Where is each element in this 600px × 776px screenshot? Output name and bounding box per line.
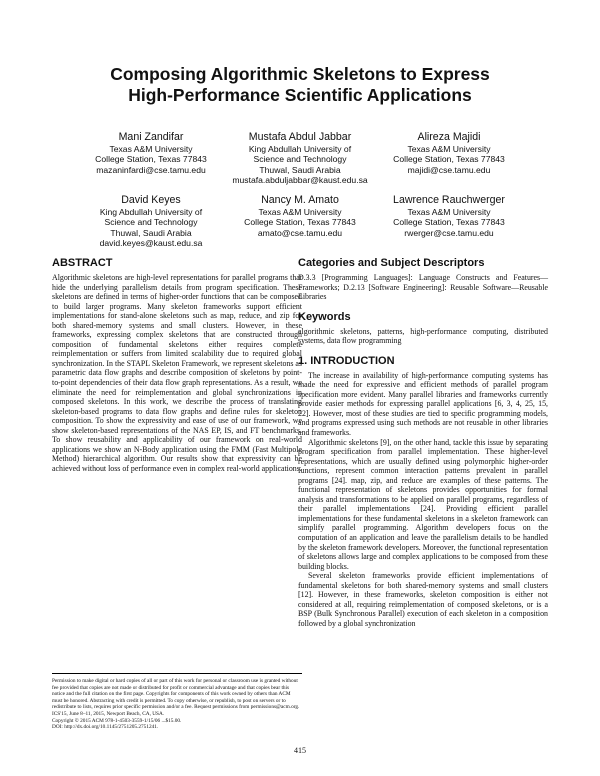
title-line-1: Composing Algorithmic Skeletons to Express bbox=[110, 64, 490, 84]
copyright-notice bbox=[52, 673, 302, 731]
abstract-body bbox=[52, 273, 302, 473]
author-name: David Keyes bbox=[121, 194, 181, 206]
doi-link[interactable]: DOI: http://dx.doi.org/10.1145/2751205.2751241. bbox=[52, 724, 159, 731]
author-block bbox=[369, 131, 529, 175]
author-email: amato@cse.tamu.edu bbox=[257, 227, 343, 238]
author-block bbox=[71, 194, 231, 249]
author-email: david.keyes@kaust.edu.sa bbox=[99, 238, 203, 249]
author-name: Mani Zandifar bbox=[118, 131, 184, 143]
author-affiliation: Texas A&M University bbox=[407, 207, 491, 217]
title-line-2: High-Performance Scientific Applications bbox=[128, 85, 472, 105]
abstract-text: Algorithmic skeletons are high-level representations for parallel programs that hide the underlying parallelism details from program specification. These skeletons are defined in terms of higher-order functions that can be composed to build larger programs. Many skeleton frameworks support efficient implementations for stand-alone skeletons such as map, reduce, and zip for both shared-memory systems and small clusters. However, in these frameworks, expressing complex skeletons that are constructed through composition of fundamental skeletons either requires complete reimplementation or suffers from limited scalability due to required global synchronization. In the STAPL Skeleton Framework, we represent skeletons as parametric data flow graphs and describe composition of skeletons by point-to-point dependencies of their data flow graph representations. As a result, we eliminate the need for reimplementation and global synchronizations in composed skeletons. In this work, we describe the process of translating skeleton-based programs to data flow graphs and define rules for skeleton composition. To show the expressivity and ease of use of our framework, we show skeleton-based representations of the NAS EP, IS, and FT benchmarks. To show reusability and applicability of our framework on real-world applications we show an N-Body application using the FMM (Fast Multipole Method) hierarchical algorithm. Our results show that expressivity can be achieved without loss of performance even in complex real-world applications. bbox=[52, 273, 302, 473]
intro-paragraph: The increase in availability of high-performance computing systems has made the need for expressive and efficient methods of parallel program specification more evident. Many parallel libraries and frameworks currently provide easier methods for expressing parallel applications [6, 3, 4, 25, 15, 22]. However, most of these studies are tied to specific programming models, and programs expressed using such methods are not reusable in other libraries and frameworks. bbox=[298, 370, 548, 438]
left-column bbox=[52, 257, 302, 473]
author-email: mustafa.abduljabbar@kaust.edu.sa bbox=[232, 175, 368, 186]
author-affiliation: College Station, Texas 77843 bbox=[95, 154, 207, 165]
right-column bbox=[298, 257, 548, 629]
introduction-body bbox=[298, 371, 548, 629]
author-email: rwerger@cse.tamu.edu bbox=[404, 227, 494, 238]
keywords-text: algorithmic skeletons, patterns, high-performance computing, distributed systems, data flow programming bbox=[298, 326, 548, 346]
categories-heading: Categories and Subject Descriptors bbox=[298, 257, 485, 269]
author-block bbox=[369, 194, 529, 238]
author-block bbox=[220, 131, 380, 186]
author-name: Alireza Majidi bbox=[417, 131, 481, 143]
page-number: 415 bbox=[294, 746, 306, 755]
venue-text: ICS'15, June 8–11, 2015, Newport Beach, CA, USA. bbox=[52, 710, 165, 717]
author-affiliation: Texas A&M University bbox=[109, 144, 193, 154]
author-affiliation: Thuwal, Saudi Arabia bbox=[110, 227, 192, 238]
author-affiliation: College Station, Texas 77843 bbox=[244, 217, 356, 228]
author-name: Nancy M. Amato bbox=[261, 194, 339, 206]
categories-body bbox=[298, 273, 548, 302]
intro-paragraph: Algorithmic skeletons [9], on the other hand, tackle this issue by separating program specification from parallel implementation. These higher-level representations, which are usually defined using polymorphic higher-order functions, represent common interaction patterns prevalent in parallel programs [24]. map, zip, and reduce are examples of these patterns. The functional representation of skeletons provides opportunities for formal analysis and transformations to be applied on parallel programs, regardless of their parallel implementations [24]. Providing efficient parallel implementations for these fundamental skeletons in a skeleton framework can simplify parallel programming. Algorithm developers focus on the computation of an application and leave the parallelism details to be handled by the skeleton framework developers. Moreover, the functional representation of skeletons allows large and complex applications to be composed from these building blocks. bbox=[298, 437, 548, 571]
permission-text: Permission to make digital or hard copies of all or part of this work for personal or classroom use is granted without fee provided that copies are not made or distributed for profit or commercial advantage and that copies bear this notice and the full citation on the first page. Copyrights for components of this work owned by others than ACM must be honored. Abstracting with credit is permitted. To copy otherwise, or republish, to post on servers or to redistribute to lists, requires prior specific permission and/or a fee. Request permissions from permissions@acm.org. bbox=[52, 678, 300, 711]
keywords-heading: Keywords bbox=[298, 310, 351, 323]
author-affiliation: Science and Technology bbox=[253, 154, 347, 165]
copyright-text: Copyright © 2015 ACM 978-1-4503-3559-1/15/06 ...$15.00. bbox=[52, 717, 182, 724]
intro-paragraph: Several skeleton frameworks provide efficient implementations of fundamental skeletons for both shared-memory systems and small clusters [12]. However, in these frameworks, skeleton composition is either not considered at all, requiring reimplementation of composed skeletons, or is a BSP (Bulk Synchronous Parallel) execution of each skeleton in a composition followed by a global synchronization bbox=[298, 571, 548, 628]
paper-title bbox=[0, 64, 600, 106]
abstract-heading: ABSTRACT bbox=[52, 257, 113, 269]
author-name: Mustafa Abdul Jabbar bbox=[248, 131, 352, 143]
author-block bbox=[71, 131, 231, 175]
introduction-heading: 1. INTRODUCTION bbox=[298, 354, 395, 367]
author-affiliation: King Abdullah University of bbox=[248, 144, 352, 154]
author-affiliation: Texas A&M University bbox=[407, 144, 491, 154]
keywords-body bbox=[298, 327, 548, 346]
author-affiliation: College Station, Texas 77843 bbox=[393, 154, 505, 165]
categories-text: D.3.3 [Programming Languages]: Language Constructs and Features—Frameworks; D.2.13 [Software Engineering]: Reusable Software—Reusable Libraries bbox=[298, 273, 548, 302]
author-affiliation: College Station, Texas 77843 bbox=[393, 217, 505, 228]
author-name: Lawrence Rauchwerger bbox=[393, 194, 505, 206]
author-affiliation: King Abdullah University of bbox=[99, 207, 203, 217]
author-email: mazaninfardi@cse.tamu.edu bbox=[96, 164, 206, 175]
author-affiliation: Science and Technology bbox=[104, 217, 198, 228]
author-affiliation: Texas A&M University bbox=[258, 207, 342, 217]
author-email: majidi@cse.tamu.edu bbox=[407, 164, 491, 175]
author-block bbox=[220, 194, 380, 238]
author-affiliation: Thuwal, Saudi Arabia bbox=[259, 164, 341, 175]
